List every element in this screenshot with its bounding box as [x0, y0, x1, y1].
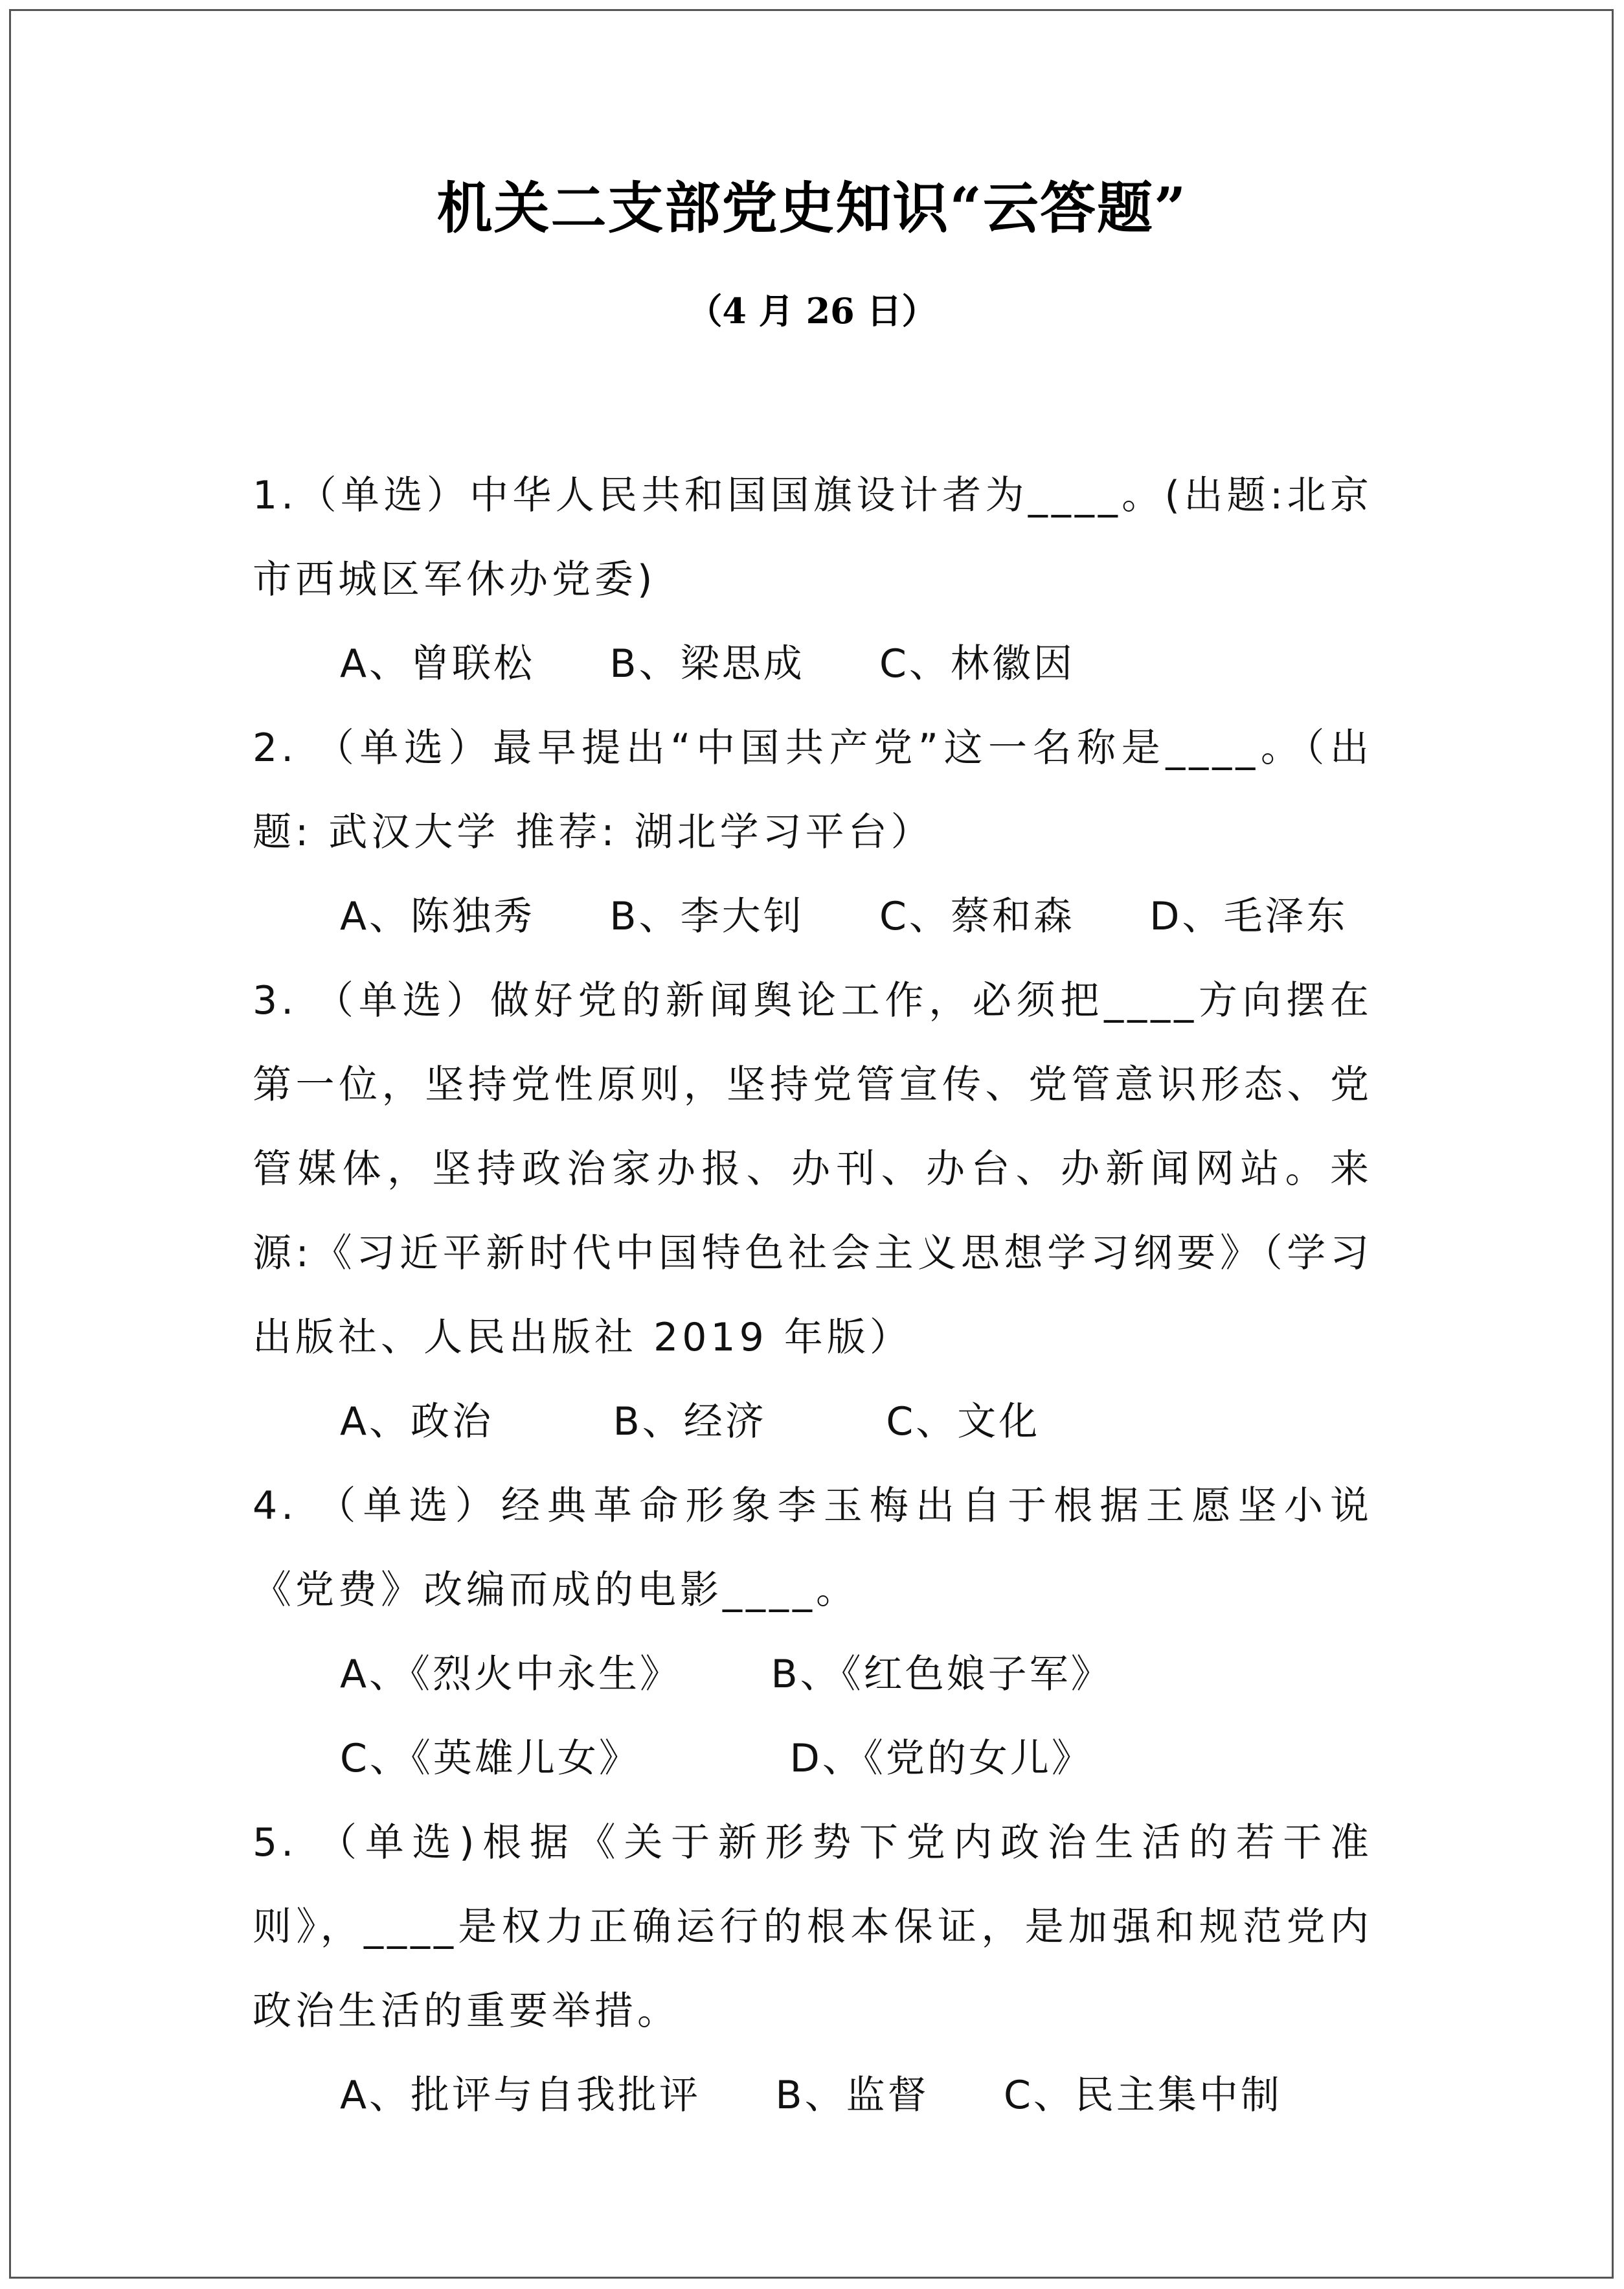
- question-block: [253, 706, 1373, 959]
- option-b: B、《红色娘子军》: [771, 1652, 1112, 1697]
- option-a: A、政治: [340, 1399, 494, 1444]
- option-row: [253, 2053, 1373, 2137]
- document-date: （4 月 26 日）: [687, 290, 937, 332]
- question-text: 1.（单选）中华人民共和国国旗设计者为____。(出题:北京市西城区军休办党委): [253, 473, 1373, 602]
- option-a: A、陈独秀: [340, 894, 536, 939]
- option-a: A、《烈火中永生》: [340, 1652, 682, 1697]
- option-b: B、李大钊: [609, 894, 805, 939]
- question-block: [253, 1464, 1373, 1801]
- option-c: C、林徽因: [879, 641, 1075, 687]
- document-title: 机关二支部党史知识“云答题”: [436, 176, 1188, 241]
- option-row: [253, 1716, 1373, 1801]
- option-a: A、批评与自我批评: [340, 2073, 701, 2118]
- question-block: [253, 1801, 1373, 2137]
- question-text: 5. （单选)根据《关于新形势下党内政治生活的若干准则》，____是权力正确运行的根本保证，是加强和规范党内政治生活的重要举措。: [253, 1820, 1373, 2034]
- option-row: [253, 622, 1373, 706]
- option-a: A、曾联松: [340, 641, 536, 687]
- option-row: [253, 1380, 1373, 1464]
- question-list: [253, 453, 1373, 2137]
- option-d: D、毛泽东: [1149, 894, 1348, 939]
- option-c: C、《英雄儿女》: [340, 1736, 640, 1781]
- option-c: C、民主集中制: [1003, 2073, 1282, 2118]
- question-text: 2. （单选）最早提出“中国共产党”这一名称是____。（出题: 武汉大学 推荐: 湖北学习平台）: [253, 725, 1373, 855]
- question-text: 3. （单选）做好党的新闻舆论工作，必须把____方向摆在第一位，坚持党性原则，坚持党管宣传、党管意识形态、党管媒体，坚持政治家办报、办刊、办台、办新闻网站。来源:《习近平新时代中国特色社会主义思想学习纲要》（学习出版社、人民出版社 2019 年版）: [253, 978, 1373, 1360]
- question-block: [253, 959, 1373, 1464]
- option-b: B、监督: [775, 2073, 929, 2118]
- option-d: D、《党的女儿》: [789, 1736, 1093, 1781]
- option-b: B、经济: [613, 1399, 767, 1444]
- question-text: 4. （单选）经典革命形象李玉梅出自于根据王愿坚小说《党费》改编而成的电影____。: [253, 1483, 1373, 1613]
- question-block: [253, 453, 1373, 706]
- option-row: [253, 874, 1373, 959]
- option-row: [253, 1632, 1373, 1716]
- option-c: C、蔡和森: [879, 894, 1075, 939]
- option-b: B、梁思成: [609, 641, 805, 687]
- option-c: C、文化: [886, 1399, 1041, 1444]
